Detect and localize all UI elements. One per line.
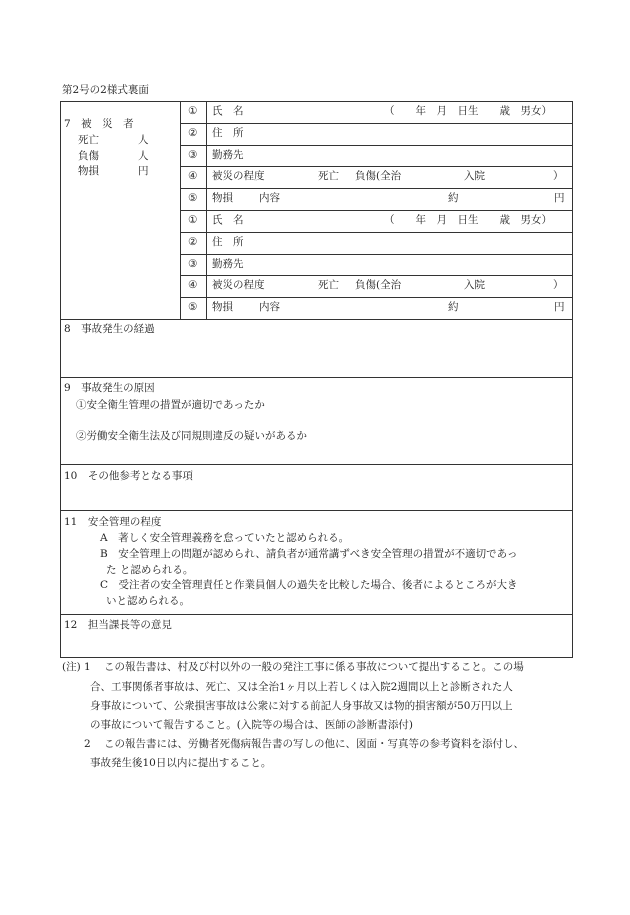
- section-divider: [60, 377, 573, 378]
- note1-line1: この報告書は、村及び村以外の一般の発注工事に係る事故について提出すること。この場: [104, 661, 524, 673]
- victim2-address-label: 住 所: [212, 236, 244, 248]
- victim2-property-content: 内容: [259, 301, 280, 313]
- victim1-name-detail: （ 年 月 日生 歳 男女）: [384, 105, 552, 117]
- victim2-damage-label: 被災の程度: [212, 279, 265, 291]
- form-title: 第2号の2様式裏面: [62, 84, 149, 96]
- section11-option-b-line1: B 安全管理上の問題が認められ、請負者が通常講ずべき安全管理の措置が不適切であっ: [100, 548, 518, 560]
- row-line: [180, 166, 573, 167]
- row-line: [180, 297, 573, 298]
- note2-line2: 事故発生後10日以内に提出すること。: [90, 757, 272, 769]
- victim2-name-label: 氏 名: [212, 214, 244, 226]
- section11-option-c-line1: C 受注者の安全管理責任と作業員個人の過失を比較した場合、後者によるところが大き: [100, 579, 518, 591]
- victim2-damage-num: ④: [188, 279, 198, 291]
- row-line: [180, 275, 573, 276]
- casualty-death-unit: 人: [138, 134, 149, 146]
- casualty-injury-label: 負傷: [78, 150, 99, 162]
- section12-heading: 12 担当課長等の意見: [64, 619, 172, 631]
- note2-number: 2: [84, 738, 91, 750]
- property-damage-label: 物損: [78, 165, 99, 177]
- casualty-injury-unit: 人: [138, 150, 149, 162]
- section-divider: [60, 319, 573, 320]
- section11-option-c-line2: いと認められる。: [106, 595, 190, 607]
- victim1-name-num: ①: [188, 105, 198, 117]
- victim2-property-approx: 約: [448, 301, 459, 313]
- section11-heading: 11 安全管理の程度: [64, 516, 162, 528]
- victim1-property-content: 内容: [259, 192, 280, 204]
- property-damage-unit: 円: [138, 165, 149, 177]
- victim1-address-num: ②: [188, 127, 198, 139]
- section-divider: [60, 464, 573, 465]
- victim1-property-num: ⑤: [188, 192, 198, 204]
- section8-heading: 8 事故発生の経過: [64, 323, 155, 335]
- victim1-damage-label: 被災の程度: [212, 170, 265, 182]
- section9-heading: 9 事故発生の原因: [64, 382, 155, 394]
- row-line: [180, 123, 573, 124]
- row-line: [180, 254, 573, 255]
- victim1-property-approx: 約: [448, 192, 459, 204]
- section11-option-a: A 著しく安全管理義務を怠っていたと認められる。: [100, 532, 350, 544]
- note2-line1: この報告書には、労働者死傷病報告書の写しの他に、図面・写真等の参考資料を添付し、: [104, 738, 524, 750]
- section11-option-b-line2: た と認められる。: [106, 564, 194, 576]
- victim2-name-num: ①: [188, 214, 198, 226]
- victim2-address-num: ②: [188, 236, 198, 248]
- row-line: [180, 210, 573, 211]
- section9-item1: ①安全衛生管理の措置が適切であったか: [76, 399, 265, 411]
- victim1-work-label: 勤務先: [212, 149, 244, 161]
- row-line: [180, 145, 573, 146]
- victim1-address-label: 住 所: [212, 127, 244, 139]
- victim1-name-label: 氏 名: [212, 105, 244, 117]
- row-line: [180, 188, 573, 189]
- victim1-damage-close: ）: [553, 170, 564, 182]
- section9-item2: ②労働安全衛生法及び同規則違反の疑いがあるか: [76, 430, 307, 442]
- victim2-property-num: ⑤: [188, 301, 198, 313]
- note1-number: 1: [84, 661, 91, 673]
- notes-prefix: (注): [62, 661, 81, 673]
- victim1-property-yen: 円: [554, 192, 565, 204]
- section10-heading: 10 その他参考となる事項: [64, 470, 193, 482]
- casualty-death-label: 死亡: [78, 134, 99, 146]
- section-divider: [60, 510, 573, 511]
- victim2-damage-injury: 負傷(全治: [355, 279, 402, 291]
- victim2-damage-close: ）: [553, 279, 564, 291]
- row-line: [180, 232, 573, 233]
- victim2-damage-death: 死亡: [318, 279, 339, 291]
- victim1-property-label: 物損: [212, 192, 233, 204]
- section7-heading: 7 被 災 者: [64, 118, 134, 130]
- victim2-work-num: ③: [188, 258, 198, 270]
- section-divider: [60, 614, 573, 615]
- victim1-damage-death: 死亡: [318, 170, 339, 182]
- victim1-work-num: ③: [188, 149, 198, 161]
- victim2-damage-hosp: 入院: [464, 279, 485, 291]
- victim2-property-label: 物損: [212, 301, 233, 313]
- note1-line3: 身事故について、公衆損害事故は公衆に対する前記人身事故又は物的損害額が50万円以上: [90, 700, 513, 712]
- victim2-work-label: 勤務先: [212, 258, 244, 270]
- victim2-property-yen: 円: [554, 301, 565, 313]
- victim1-damage-hosp: 入院: [464, 170, 485, 182]
- note1-line4: の事故について報告すること。(入院等の場合は、医師の診断書添付): [90, 719, 413, 731]
- victim2-name-detail: （ 年 月 日生 歳 男女）: [384, 214, 552, 226]
- victim1-damage-injury: 負傷(全治: [355, 170, 402, 182]
- note1-line2: 合、工事関係者事故は、死亡、又は全治1ヶ月以上若しくは入院2週間以上と診断された人: [90, 681, 513, 693]
- victim1-damage-num: ④: [188, 170, 198, 182]
